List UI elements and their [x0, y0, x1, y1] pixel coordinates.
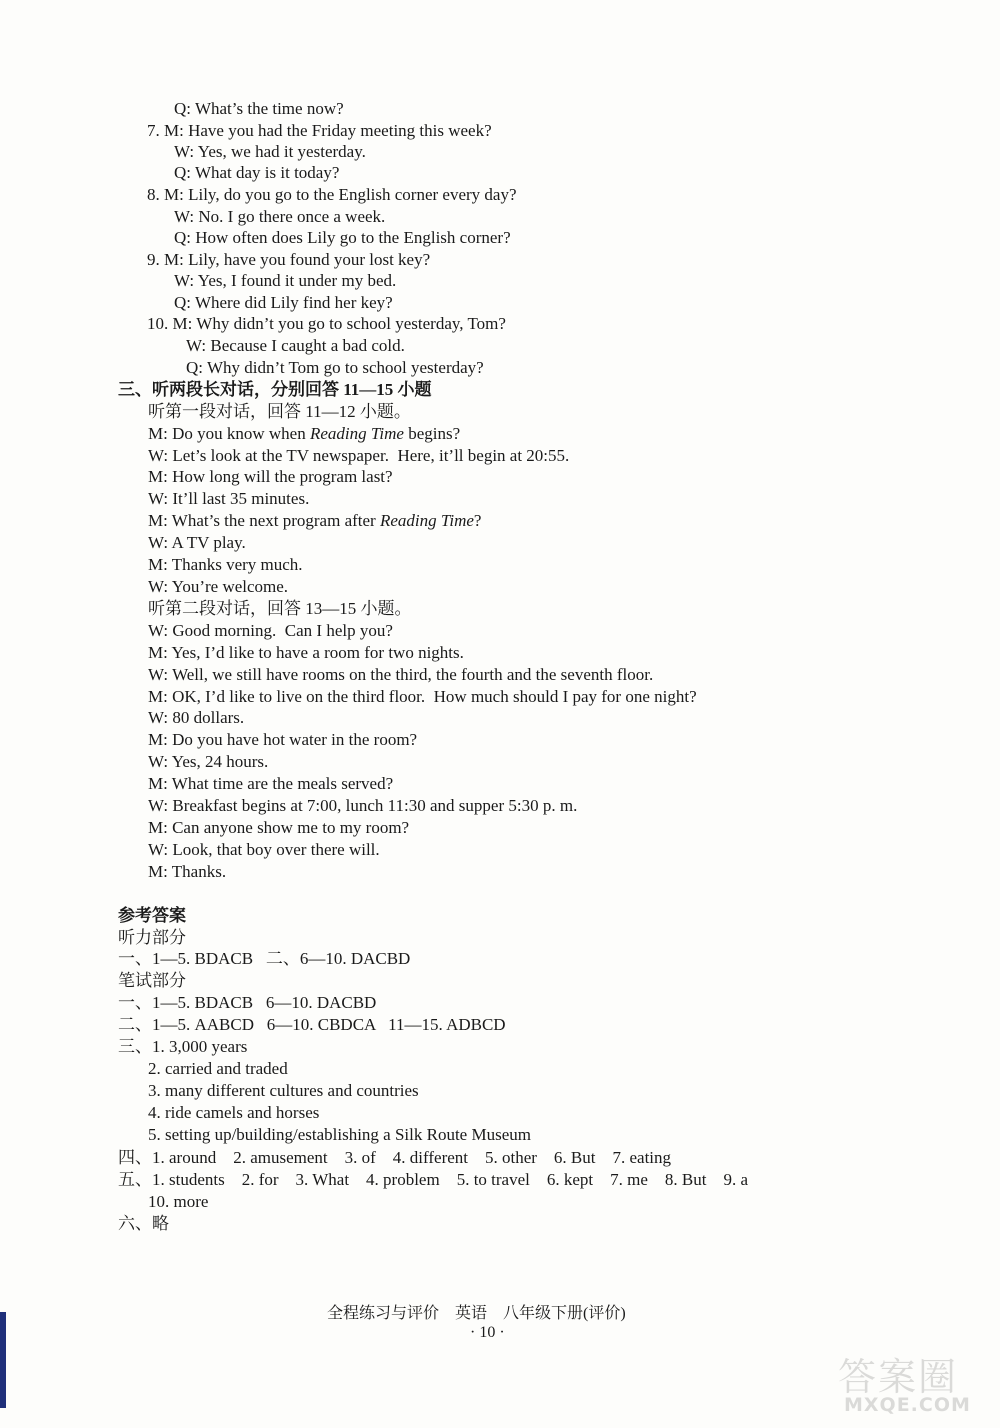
dialog1-line: M: Do you know when Reading Time begins?	[148, 424, 461, 443]
dialog2-line: W: Well, we still have rooms on the third, the fourth and the seventh floor.	[148, 665, 654, 684]
written-answers-part3: 2. carried and traded	[148, 1059, 288, 1078]
dialog1-line: M: How long will the program last?	[148, 467, 393, 486]
dialog1-line: W: It’ll last 35 minutes.	[148, 489, 310, 508]
script-q6-question: Q: What’s the time now?	[174, 99, 344, 118]
script-q10-man: 10. M: Why didn’t you go to school yesterday, Tom?	[147, 314, 506, 333]
dialog2-line: M: Do you have hot water in the room?	[148, 730, 418, 749]
script-q9-woman: W: Yes, I found it under my bed.	[174, 271, 397, 290]
written-answers-part4: 四、1. around 2. amusement 3. of 4. different 5. other 6. But 7. eating	[118, 1148, 672, 1167]
dialog2-line: W: Good morning. Can I help you?	[148, 621, 393, 640]
dialog2-line: W: Yes, 24 hours.	[148, 752, 269, 771]
dialog2-intro: 听第二段对话，回答 13—15 小题。	[148, 599, 412, 618]
script-q9-question: Q: Where did Lily find her key?	[174, 293, 393, 312]
binding-edge	[0, 1312, 6, 1408]
page-number: · 10 ·	[470, 1324, 505, 1341]
watermark-logo: 答案圈	[838, 1355, 959, 1399]
written-answers-part3: 三、1. 3,000 years	[118, 1037, 248, 1056]
written-answers-heading: 笔试部分	[118, 971, 186, 990]
watermark-url: MXQE.COM	[844, 1394, 971, 1416]
dialog2-line: W: Breakfast begins at 7:00, lunch 11:30 and supper 5:30 p. m.	[148, 796, 578, 815]
written-answers-part3: 4. ride camels and horses	[148, 1103, 320, 1122]
dialog2-line: M: Yes, I’d like to have a room for two nights.	[148, 643, 464, 662]
written-answers-part2: 二、1—5. AABCD 6—10. CBDCA 11—15. ADBCD	[118, 1015, 506, 1034]
script-q7-man: 7. M: Have you had the Friday meeting this week?	[147, 121, 492, 140]
listening-answers: 一、1—5. BDACB 二、6—10. DACBD	[118, 949, 411, 968]
dialog2-line: M: What time are the meals served?	[148, 774, 394, 793]
book-title-footer: 全程练习与评价 英语 八年级下册(评价)	[327, 1305, 626, 1322]
watermark	[830, 1346, 980, 1422]
written-answers-part3: 3. many different cultures and countries	[148, 1081, 419, 1100]
written-answers-part3: 5. setting up/building/establishing a Silk Route Museum	[148, 1125, 531, 1144]
dialog1-line: W: A TV play.	[148, 533, 246, 552]
dialog1-line: M: Thanks very much.	[148, 555, 303, 574]
dialog1-intro: 听第一段对话，回答 11—12 小题。	[148, 402, 411, 421]
written-answers-part1: 一、1—5. BDACB 6—10. DACBD	[118, 993, 377, 1012]
script-q7-question: Q: What day is it today?	[174, 163, 340, 182]
dialog1-line: M: What’s the next program after Reading Time?	[148, 511, 482, 530]
script-q8-question: Q: How often does Lily go to the English corner?	[174, 228, 511, 247]
section3-heading: 三、听两段长对话，分别回答 11—15 小题	[118, 380, 432, 399]
script-q8-woman: W: No. I go there once a week.	[174, 207, 386, 226]
answers-heading: 参考答案	[118, 906, 186, 925]
dialog2-line: M: Thanks.	[148, 862, 227, 881]
script-q10-question: Q: Why didn’t Tom go to school yesterday?	[186, 358, 484, 377]
dialog1-line: W: You’re welcome.	[148, 577, 289, 596]
dialog1-line: W: Let’s look at the TV newspaper. Here, it’ll begin at 20:55.	[148, 446, 570, 465]
script-q10-woman: W: Because I caught a bad cold.	[186, 336, 405, 355]
listening-answers-heading: 听力部分	[118, 928, 186, 947]
script-q8-man: 8. M: Lily, do you go to the English corner every day?	[147, 185, 517, 204]
program-title: Reading Time	[309, 424, 404, 443]
written-answers-part6: 六、略	[118, 1214, 169, 1233]
dialog2-line: W: 80 dollars.	[148, 708, 245, 727]
dialog2-line: W: Look, that boy over there will.	[148, 840, 380, 859]
dialog2-line: M: OK, I’d like to live on the third floor. How much should I pay for one night?	[148, 687, 697, 706]
script-q7-woman: W: Yes, we had it yesterday.	[174, 142, 366, 161]
script-q9-man: 9. M: Lily, have you found your lost key?	[147, 250, 431, 269]
written-answers-part5: 10. more	[148, 1192, 209, 1211]
program-title: Reading Time	[379, 511, 474, 530]
written-answers-part5: 五、1. students 2. for 3. What 4. problem 5. to travel 6. kept 7. me 8. But 9. a	[118, 1170, 749, 1189]
dialog2-line: M: Can anyone show me to my room?	[148, 818, 410, 837]
